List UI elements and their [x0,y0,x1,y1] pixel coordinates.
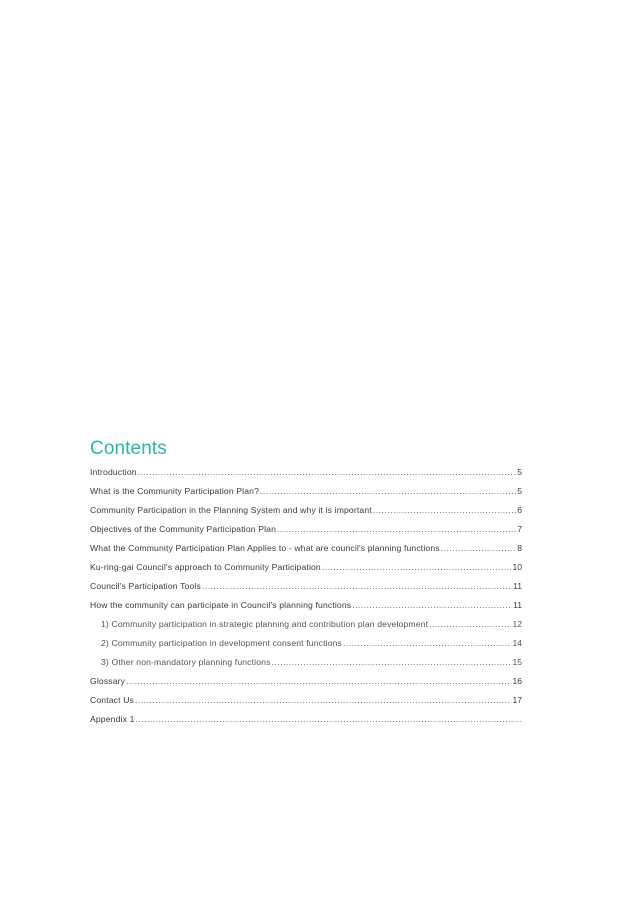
toc-dot-leader [202,577,512,596]
toc-subentry-strategic-planning[interactable] [90,615,522,634]
toc-entry-page: 8 [517,543,522,553]
toc-entry-applies-to[interactable] [90,539,522,558]
toc-entry-label: 3) Other non-mandatory planning functions [101,657,271,667]
toc-dot-leader [322,558,512,577]
toc-list [90,463,522,729]
toc-entry-what-is-cpp[interactable] [90,482,522,501]
toc-dot-leader [352,596,512,615]
toc-entry-appendix-1[interactable] [90,710,522,729]
toc-entry-label: How the community can participate in Council's planning functions [90,600,352,610]
toc-entry-page: 5 [517,486,522,496]
toc-dot-leader [126,672,511,691]
toc-dot-leader [135,691,511,710]
toc-dot-leader [429,615,511,634]
toc-dot-leader [260,482,516,501]
toc-entry-label: 1) Community participation in strategic planning and contribution plan development [101,619,429,629]
toc-entry-label: 2) Community participation in development consent functions [101,638,343,648]
toc-entry-glossary[interactable] [90,672,522,691]
toc-entry-label: Glossary [90,676,126,686]
toc-entry-participation-planning-system[interactable] [90,501,522,520]
toc-entry-label: Objectives of the Community Participation Plan [90,524,277,534]
toc-entry-page: 10 [512,562,522,572]
toc-entry-introduction[interactable] [90,463,522,482]
toc-entry-label: Ku-ring-gai Council's approach to Community Participation [90,562,321,572]
toc-entry-contact-us[interactable] [90,691,522,710]
toc-entry-page: 6 [517,505,522,515]
toc-entry-council-approach[interactable] [90,558,522,577]
toc-entry-label: Community Participation in the Planning System and why it is important [90,505,372,515]
toc-subentry-non-mandatory[interactable] [90,653,522,672]
toc-dot-leader [343,634,511,653]
toc-entry-page: 5 [517,467,522,477]
toc-entry-label: Contact Us [90,695,135,705]
toc-entry-page: 16 [512,676,522,686]
toc-entry-label: What the Community Participation Plan Applies to - what are council's planning functions [90,543,440,553]
toc-dot-leader [138,463,517,482]
table-of-contents [90,438,522,729]
toc-entry-label: Council's Participation Tools [90,581,201,591]
toc-entry-page: 12 [512,619,522,629]
toc-entry-page: 14 [512,638,522,648]
toc-entry-page: 17 [512,695,522,705]
toc-entry-page: 7 [517,524,522,534]
toc-dot-leader [136,710,521,729]
toc-entry-label: Introduction [90,467,137,477]
toc-subentry-development-consent[interactable] [90,634,522,653]
toc-entry-page: 11 [513,581,522,591]
toc-entry-page: 11 [513,600,522,610]
toc-dot-leader [277,520,516,539]
toc-dot-leader [441,539,517,558]
toc-entry-page: 15 [512,657,522,667]
toc-entry-participation-tools[interactable] [90,577,522,596]
toc-dot-leader [272,653,512,672]
toc-entry-objectives[interactable] [90,520,522,539]
toc-entry-how-to-participate[interactable] [90,596,522,615]
toc-entry-label: Appendix 1 [90,714,135,724]
contents-heading: Contents [90,438,167,459]
toc-dot-leader [373,501,516,520]
toc-entry-label: What is the Community Participation Plan? [90,486,260,496]
